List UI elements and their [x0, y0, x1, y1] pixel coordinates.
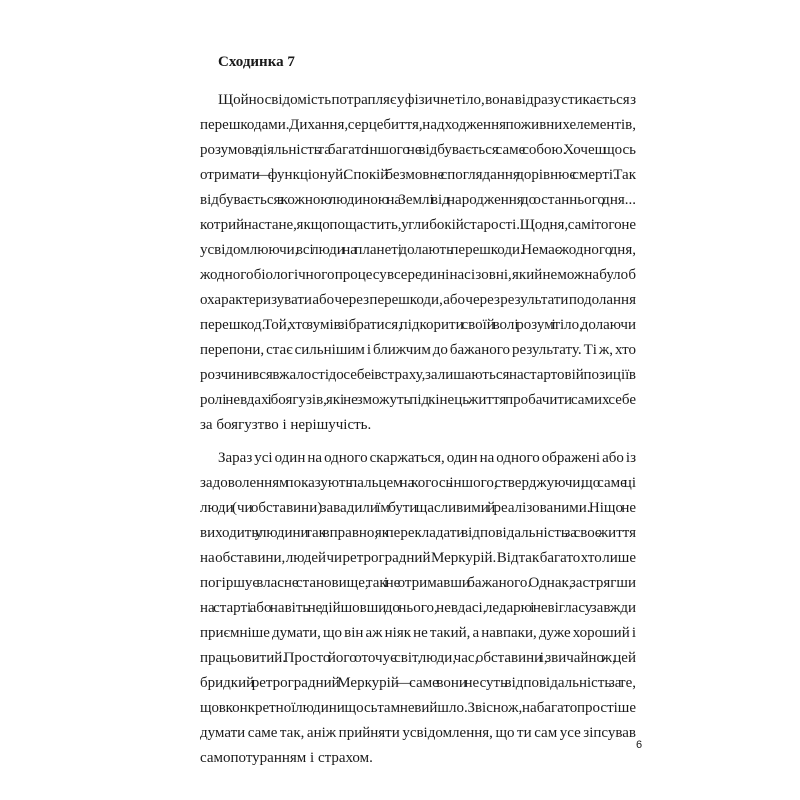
text-line: відбувається з кожною людиною на Землі від народження до останнього дня... — [200, 192, 636, 208]
text-line: люди (чи обставини) завадили їм бути щасливими й реалізованими. Ніщо не — [200, 500, 636, 516]
text-line: перешкодами. Дихання, серцебиття, надходження поживних елементів, — [200, 117, 637, 133]
page-number: 6 — [636, 739, 643, 751]
text-line: ролі невдах і боягузів, які не зможуть під кінець життя пробачити самих себе — [200, 392, 636, 408]
text-line: приємніше думати, що він аж ніяк не такий, а навпаки, дуже хороший і — [200, 625, 636, 641]
text-line: розчинився в жалості до себе і в страху, залишаються на стартовій позиції в — [200, 367, 636, 383]
text-line: котрий настане, якщо пощастить, у глибокій старості. Щодня, самі того не — [200, 217, 636, 233]
text-line: перепони, стає сильнішим і ближчим до бажаного результату. Ті ж, хто — [200, 342, 636, 358]
text-line: охарактеризувати або через перешкоди, або через результати подолання — [200, 292, 636, 308]
text-line: задоволенням показують пальцем на когось іншого, стверджуючи, що саме ці — [200, 475, 636, 491]
text-line: отримати — функціонуй. Спокій і безмовне споглядання дорівнює смерті. Так — [200, 167, 636, 183]
text-line: виходить у людини так вправно, як перекладати відповідальність за своє життя — [200, 525, 636, 541]
text-line: перешкод. Той, хто зумів зібратися, підкорити своїй волі розум і тіло, долаючи — [200, 317, 636, 333]
text-line: думати саме так, аніж прийняти усвідомлення, що ти сам усе зіпсував — [200, 725, 636, 741]
text-line: працьовитий. Просто його оточує світ, люди, час, обставини і, звичайно ж, цей — [200, 650, 636, 666]
text-line: розумова діяльність та багато іншого не відбувається саме собою. Хочеш щось — [200, 142, 636, 158]
section-heading: Сходинка 7 — [218, 54, 295, 70]
text-line: що в конкретної людини щось там не вийшло. Звісно ж, набагато простіше — [200, 700, 636, 716]
text-line: погіршує власне становище, так і не отримавши бажаного. Однак, застрягши — [200, 575, 636, 591]
text-line: усвідомлюючи, всі люди на планеті долають перешкоди. Немає жодного дня, — [200, 242, 636, 258]
text-line: Щойно свідомість потрапляє у фізичне тіло, вона відразу стикається з — [218, 92, 636, 108]
text-line: бридкий ретроградний Меркурій — саме вони несуть відповідальність за те, — [200, 675, 636, 691]
text-line: за боягузтво і нерішучість. — [200, 417, 372, 433]
text-line: жодного біологічного процесу всередині нас і зовні, який не можна було б — [200, 267, 636, 283]
text-line: Зараз усі один на одного скаржаться, один на одного ображені або із — [218, 450, 636, 466]
text-line: самопотуранням і страхом. — [200, 750, 373, 766]
text-line: на старті або навіть не дійшовши до нього, невдасі, ледарю і невігласу завжди — [200, 600, 637, 616]
text-line: на обставини, людей чи ретроградний Меркурій. Відтак багато хто лише — [200, 550, 636, 566]
